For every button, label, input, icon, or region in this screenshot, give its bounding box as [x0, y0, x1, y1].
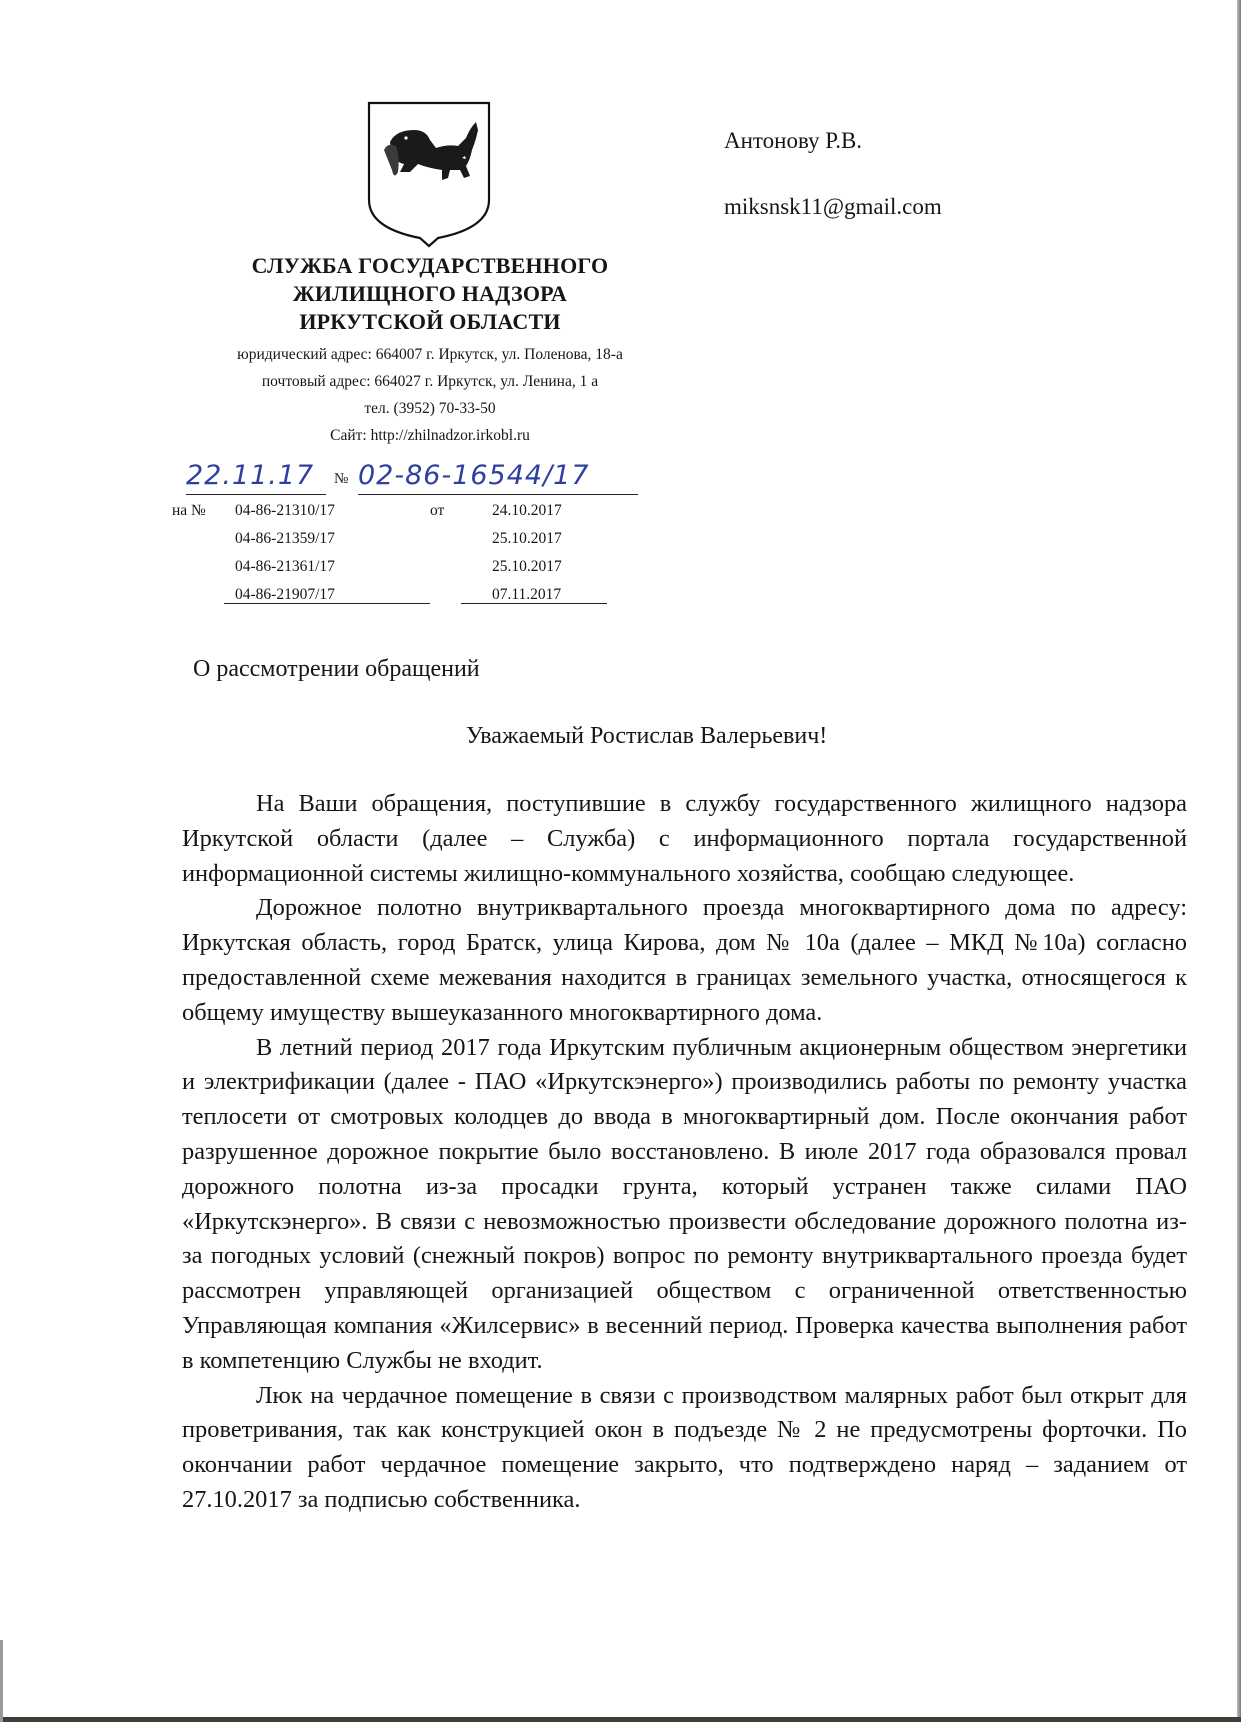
body-paragraph: В летний период 2017 года Иркутским публичным акционерным обществом энергетики и электрификации (далее - ПАО «Иркутскэнерго») производились работы по ремонту участка теплосети от смотровых колодцев до ввода в многоквартирный дом. После окончания работ разрушенное дорожное покрытие было восстановлено. В июле 2017 года образовался провал дорожного полотна из-за просадки грунта, который устранен также силами ПАО «Иркутскэнерго». В связи с невозможностью произвести обследование дорожного полотна из-за погодных условий (снежный покров) вопрос по ремонту внутриквартального проезда будет рассмотрен управляющей организацией обществом с ограниченной ответственностью Управляющая компания «Жилсервис» в весенний период. Проверка качества выполнения работ в компетенцию Службы не входит.	[182, 1033, 1187, 1374]
phone: тел. (3952) 70-33-50	[364, 400, 496, 417]
registration-date: 22.11.17	[186, 460, 326, 495]
scan-edge-left	[0, 1640, 3, 1722]
reference-date: 24.10.2017	[492, 502, 562, 519]
reference-number: 04-86-21310/17	[235, 502, 335, 519]
body-paragraph: Дорожное полотно внутриквартального проезда многоквартирного дома по адресу: Иркутская область, город Братск, улица Кирова, дом № 10а (далее – МКД №10а) согласно предоставленной схеме межевания находится в границах земельного участка, относящегося к общему имуществу вышеуказанного многоквартирного дома.	[182, 894, 1187, 1026]
body-paragraph: На Ваши обращения, поступившие в службу государственного жилищного надзора Иркутской области (далее – Служба) с информационного портала государственной информационной системы жилищно-коммунального хозяйства, сообщаю следующее.	[182, 790, 1187, 887]
scan-edge-right	[1237, 0, 1241, 1722]
org-name-line-2: ЖИЛИЩНОГО НАДЗОРА	[292, 281, 568, 306]
registration-number: 02-86-16544/17	[358, 460, 638, 495]
reference-number: 04-86-21359/17	[235, 530, 335, 547]
reference-date-underline	[461, 603, 607, 604]
legal-address: юридический адрес: 664007 г. Иркутск, ул. Поленова, 18-а	[237, 346, 623, 363]
reference-number: 04-86-21907/17	[235, 586, 335, 603]
reference-date: 25.10.2017	[492, 530, 562, 547]
irkutsk-coat-of-arms-icon	[366, 100, 492, 250]
from-label: от	[430, 502, 445, 519]
reference-number: 04-86-21361/17	[235, 558, 335, 575]
scan-edge-bottom	[0, 1717, 1241, 1722]
reference-label: на №	[172, 502, 206, 519]
postal-address: почтовый адрес: 664027 г. Иркутск, ул. Ленина, 1 а	[261, 373, 599, 390]
recipient-email: miksnsk11@gmail.com	[724, 194, 942, 219]
body-paragraph: Люк на чердачное помещение в связи с производством малярных работ был открыт для проветривания, так как конструкцией окон в подъезде № 2 не предусмотрены форточки. По окончании работ чердачное помещение закрыто, что подтверждено наряд – заданием от 27.10.2017 за подписью собственника.	[182, 1381, 1187, 1513]
organization-name	[185, 252, 675, 336]
reference-date: 25.10.2017	[492, 558, 562, 575]
letter-body	[182, 787, 1187, 1518]
letter-subject: О рассмотрении обращений	[193, 656, 480, 682]
organization-contacts	[170, 341, 690, 449]
reference-date: 07.11.2017	[492, 586, 562, 603]
salutation: Уважаемый Ростислав Валерьевич!	[466, 723, 828, 749]
reference-number-underline	[224, 603, 430, 604]
org-name-line-3: ИРКУТСКОЙ ОБЛАСТИ	[299, 309, 561, 334]
recipient-name: Антонову Р.В.	[724, 128, 863, 153]
registration-number-label: №	[334, 471, 349, 487]
website: Сайт: http://zhilnadzor.irkobl.ru	[330, 427, 530, 444]
org-name-line-1: СЛУЖБА ГОСУДАРСТВЕННОГО	[251, 253, 609, 278]
